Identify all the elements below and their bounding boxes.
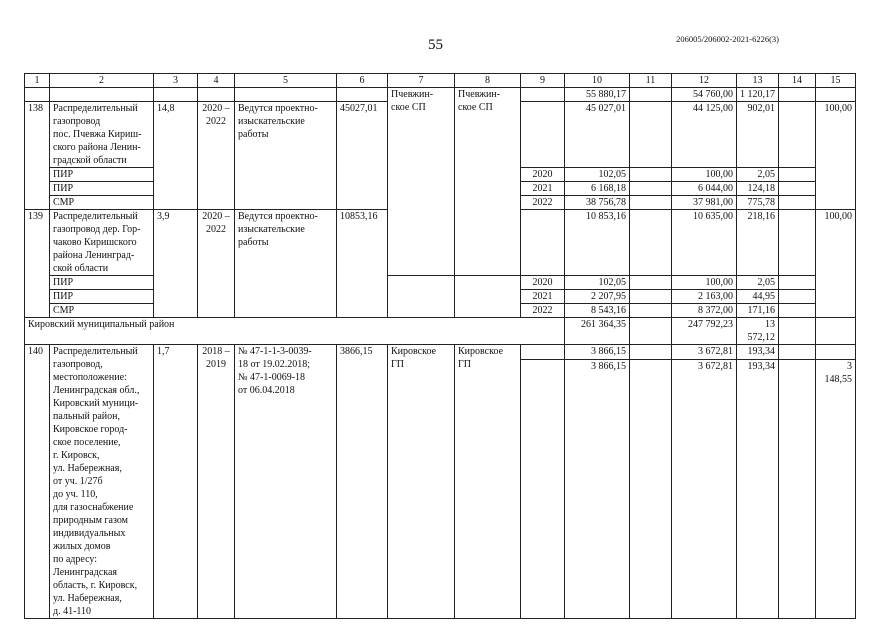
value-cell: 38 756,78 [565, 196, 630, 210]
stage-label: ПИР [50, 168, 154, 182]
status-cell: № 47-1-1-3-0039- 18 от 19.02.2018; № 47-1-0069-18 от 06.04.2018 [235, 345, 337, 619]
page-number: 55 [428, 37, 443, 53]
cost-cell: 45027,01 [337, 102, 388, 210]
value-cell: 218,16 [737, 210, 779, 276]
settlement-cell: Пчевжин- ское СП [388, 88, 455, 168]
settlement-cell: Пчевжин- ское СП [455, 88, 521, 168]
value-cell: 100,00 [816, 102, 856, 210]
table-row [25, 210, 856, 276]
header-cell: 10 [565, 74, 630, 88]
year-cell: 2022 [521, 196, 565, 210]
header-cell: 9 [521, 74, 565, 88]
year-cell: 2020 [521, 168, 565, 182]
value-cell: 902,01 [737, 102, 779, 168]
value-cell: 45 027,01 [565, 102, 630, 168]
table-row [25, 304, 856, 318]
budget-table [24, 73, 856, 619]
length-cell: 1,7 [154, 345, 198, 619]
value-cell: 6 044,00 [672, 182, 737, 196]
value-cell: 37 981,00 [672, 196, 737, 210]
value-cell: 100,00 [816, 210, 856, 318]
status-cell: Ведутся проектно- изыскательские работы [235, 102, 337, 210]
header-cell: 3 [154, 74, 198, 88]
table-row [25, 345, 856, 360]
value-cell: 3 148,55 [816, 359, 856, 618]
header-cell: 1 [25, 74, 50, 88]
value-cell: 44,95 [737, 290, 779, 304]
stage-label: ПИР [50, 276, 154, 290]
value-cell: 10 635,00 [672, 210, 737, 276]
district-label: Кировский муниципальный район [25, 318, 565, 345]
header-cell: 7 [388, 74, 455, 88]
cost-cell: 3866,15 [337, 345, 388, 619]
table-row [25, 290, 856, 304]
years-cell: 2020 – 2022 [198, 102, 235, 210]
value-cell: 3 672,81 [672, 345, 737, 360]
value-cell: 2 163,00 [672, 290, 737, 304]
stage-label: СМР [50, 196, 154, 210]
value-cell: 102,05 [565, 168, 630, 182]
header-cell: 11 [630, 74, 672, 88]
value-cell: 2 207,95 [565, 290, 630, 304]
object-name: Распределительный газопровод дер. Гор- чаково Киришского района Ленинград- ской области [50, 210, 154, 276]
years-cell: 2018 – 2019 [198, 345, 235, 619]
stage-label: ПИР [50, 182, 154, 196]
value-cell: 8 372,00 [672, 304, 737, 318]
table-row [25, 168, 856, 182]
year-cell: 2021 [521, 182, 565, 196]
row-number: 139 [25, 210, 50, 318]
value-cell: 3 866,15 [565, 345, 630, 360]
header-cell: 2 [50, 74, 154, 88]
object-name: Распределительный газопровод, местоположение: Ленинградская обл., Кировский муници- пальный район, Кировское город- ское поселение, г. Кировск, ул. Набережная, от уч. 1/27б до уч. 110, для газоснабжение природным газом индивидуальных жилых домов по адресу: Ленинградская область, г. Кировск, ул. Набережная, д. 41-110 [50, 345, 154, 619]
value-cell: 2,05 [737, 276, 779, 290]
row-number: 140 [25, 345, 50, 619]
header-row [25, 74, 856, 88]
header-cell: 15 [816, 74, 856, 88]
object-name: Распределительный газопровод пос. Пчевжа Кириш- ского района Ленин- градской области [50, 102, 154, 168]
value-cell: 55 880,17 [565, 88, 630, 102]
header-cell: 4 [198, 74, 235, 88]
years-cell: 2020 – 2022 [198, 210, 235, 318]
stage-label: СМР [50, 304, 154, 318]
value-cell: 1 120,17 [737, 88, 779, 102]
header-cell: 6 [337, 74, 388, 88]
row-number: 138 [25, 102, 50, 210]
value-cell: 3 672,81 [672, 359, 737, 618]
value-cell: 44 125,00 [672, 102, 737, 168]
value-cell: 6 168,18 [565, 182, 630, 196]
value-cell: 102,05 [565, 276, 630, 290]
value-cell: 193,34 [737, 359, 779, 618]
value-cell: 171,16 [737, 304, 779, 318]
year-cell: 2020 [521, 276, 565, 290]
header-cell: 14 [779, 74, 816, 88]
year-cell: 2022 [521, 304, 565, 318]
value-cell: 10 853,16 [565, 210, 630, 276]
length-cell: 3,9 [154, 210, 198, 318]
district-row [25, 318, 856, 345]
document-code: 206005/206002-2021-6226(3) [676, 34, 779, 44]
value-cell: 193,34 [737, 345, 779, 360]
header-cell: 5 [235, 74, 337, 88]
value-cell: 100,00 [672, 168, 737, 182]
value-cell: 100,00 [672, 276, 737, 290]
value-cell: 247 792,23 [672, 318, 737, 345]
cost-cell: 10853,16 [337, 210, 388, 318]
year-cell: 2021 [521, 290, 565, 304]
value-cell: 775,78 [737, 196, 779, 210]
settlement-cell: Кировское ГП [388, 345, 455, 619]
header-cell: 8 [455, 74, 521, 88]
stage-label: ПИР [50, 290, 154, 304]
settlement-cell: Кировское ГП [455, 345, 521, 619]
table-row [25, 276, 856, 290]
value-cell: 2,05 [737, 168, 779, 182]
value-cell: 54 760,00 [672, 88, 737, 102]
value-cell: 8 543,16 [565, 304, 630, 318]
value-cell: 13 572,12 [737, 318, 779, 345]
table-row [25, 88, 856, 102]
table-row [25, 182, 856, 196]
header-cell: 13 [737, 74, 779, 88]
value-cell: 124,18 [737, 182, 779, 196]
header-cell: 12 [672, 74, 737, 88]
length-cell: 14,8 [154, 102, 198, 210]
value-cell: 261 364,35 [565, 318, 630, 345]
value-cell: 3 866,15 [565, 359, 630, 618]
status-cell: Ведутся проектно- изыскательские работы [235, 210, 337, 318]
table-row [25, 196, 856, 210]
